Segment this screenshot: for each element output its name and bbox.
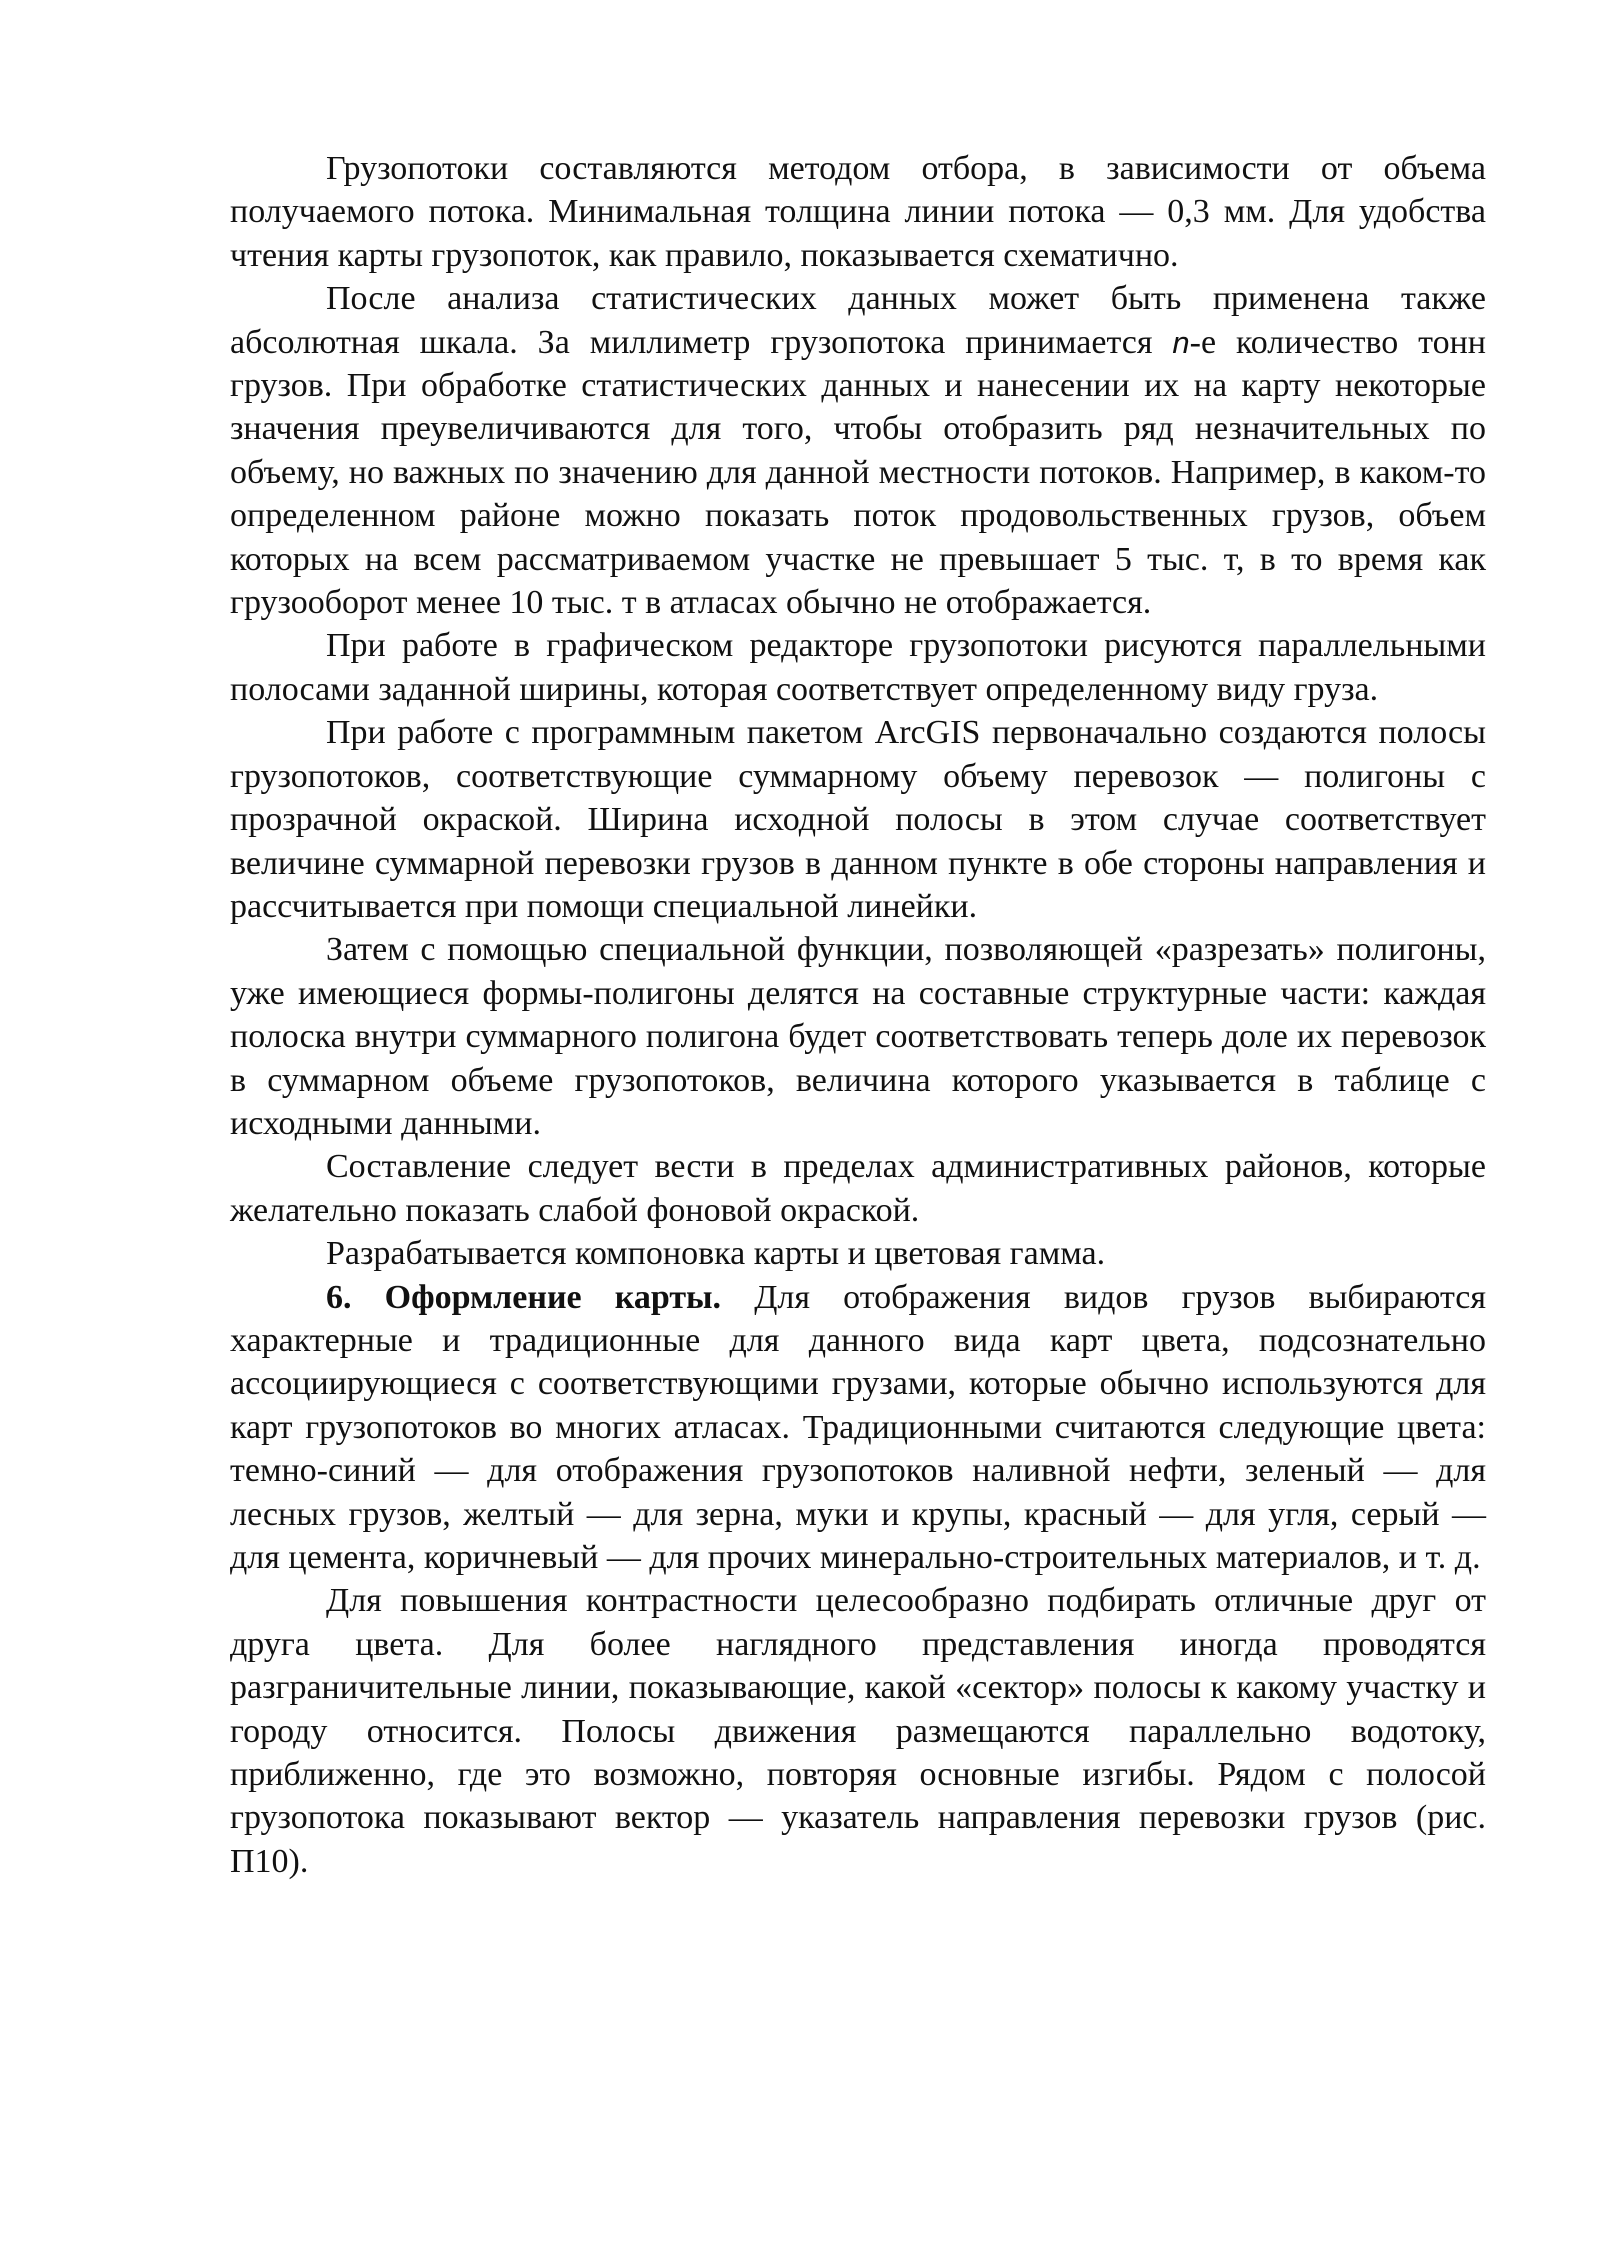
paragraph-text-end: -е количество тонн грузов. При обработке статистических данных и нанесении их на карту некоторые значения преувеличиваются для того, чтобы отобразить ряд незначительных по объему, но важных по значению для данной местности потоков. Например, в каком-то определенном районе можно показать поток продовольственных грузов, объем которых на всем рассматриваемом участке не превышает 5 тыс. т, в то время как грузооборот менее 10 тыс. т в атласах обычно не отображается. (230, 323, 1486, 622)
paragraph-cut-polygons (230, 928, 1486, 1145)
paragraph-admin-districts (230, 1145, 1486, 1232)
paragraph-text: Для отображения видов грузов выбираются характерные и традиционные для данного вида карт цвета, подсознательно ассоциирующиеся с соответствующими грузами, которые обычно используются для карт грузопотоков во многих атласах. Традиционными считаются следующие цвета: темно-синий — для отображения грузопотоков наливной нефти, зеленый — для лесных грузов, желтый — для зерна, муки и крупы, красный — для угля, серый — для цемента, коричневый — для прочих минерально-строительных материалов, и т. д. (230, 1278, 1486, 1576)
paragraph-arcgis (230, 711, 1486, 928)
paragraph-contrast (230, 1579, 1486, 1883)
paragraph-text: При работе в графическом редакторе грузопотоки рисуются параллельными полосами заданной ширины, которая соответствует определенному виду груза. (230, 627, 1486, 708)
paragraph-layout-colors (230, 1232, 1486, 1275)
paragraph-text: При работе с программным пакетом ArcGIS первоначально создаются полосы грузопотоков, соответствующие суммарному объему перевозок — полигоны с прозрачной окраской. Ширина исходной полосы в этом случае соответствует величине суммарной перевозки грузов в данном пункте в обе стороны направления и рассчитывается при помощи специальной линейки. (230, 714, 1486, 925)
paragraph-text: Для повышения контрастности целесообразно подбирать отличные друг от друга цвета. Для более наглядного представления иногда проводятся разграничительные линии, показывающие, какой «сектор» полосы к какому участку и городу относится. Полосы движения размещаются параллельно водотоку, приближенно, где это возможно, повторяя основные изгибы. Рядом с полосой грузопотока показывают вектор — указатель направления перевозки грузов (рис. П10). (230, 1582, 1486, 1880)
paragraph-graphic-editor (230, 624, 1486, 711)
paragraph-cargo-flows-selection (230, 147, 1486, 277)
section-heading: 6. Оформление карты. (326, 1278, 722, 1316)
paragraph-text-start: После анализа статистических данных может быть применена также абсолютная шкала. За миллиметр грузопотока принимается (230, 280, 1486, 361)
paragraph-text: Грузопотоки составляются методом отбора, в зависимости от объема получаемого потока. Минимальная толщина линии потока — 0,3 мм. Для удобства чтения карты грузопоток, как правило, показывается схематично. (230, 150, 1486, 274)
paragraph-text: Составление следует вести в пределах административных районов, которые желательно показать слабой фоновой окраской. (230, 1148, 1486, 1229)
paragraph-text: Разрабатывается компоновка карты и цветовая гамма. (326, 1235, 1106, 1273)
paragraph-absolute-scale (230, 277, 1486, 624)
body-text (230, 147, 1486, 1883)
paragraph-text: Затем с помощью специальной функции, позволяющей «разрезать» полигоны, уже имеющиеся формы-полигоны делятся на составные структурные части: каждая полоска внутри суммарного полигона будет соответствовать теперь доле их перевозок в суммарном объеме грузопотоков, величина которого указывается в таблице с исходными данными. (230, 931, 1486, 1142)
variable-n: n (1172, 324, 1190, 360)
paragraph-map-design (230, 1276, 1486, 1580)
